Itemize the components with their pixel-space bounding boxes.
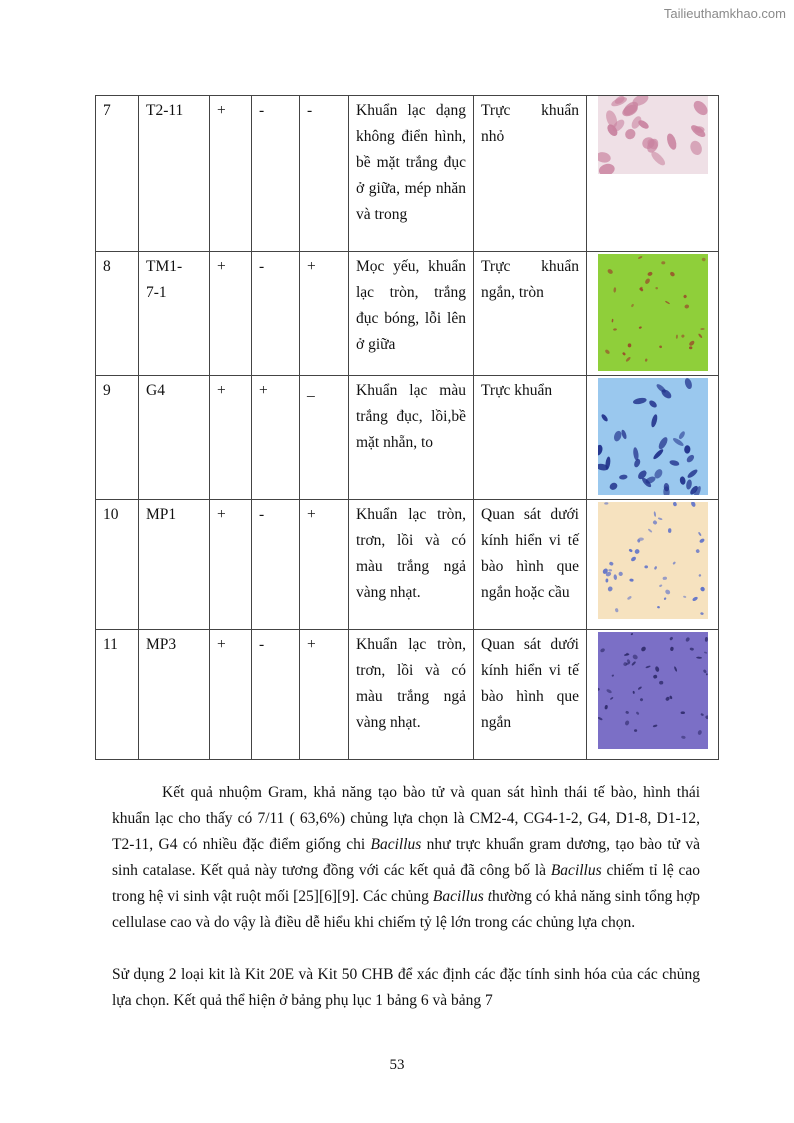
strain-code-line: TM1-: [146, 258, 183, 275]
microscopy-image: [598, 254, 708, 371]
test-result-3: +: [300, 630, 349, 760]
strain-code: [139, 252, 210, 376]
cell-morphology: Trực khuẩn: [474, 376, 587, 500]
colony-description: Mọc yếu, khuẩn lạc tròn, trắng đục bóng, lỗi lên ở giữa: [349, 252, 474, 376]
cell-morphology: Trực khuẩn ngắn, tròn: [474, 252, 587, 376]
test-result-1: +: [210, 96, 252, 252]
strain-code-line: 7-1: [146, 284, 167, 301]
table-row: [96, 500, 719, 630]
microscopy-cell: [587, 376, 719, 500]
row-number: 7: [96, 96, 139, 252]
test-result-3: +: [300, 252, 349, 376]
test-result-3: -: [300, 96, 349, 252]
page-number: 53: [389, 1057, 405, 1073]
test-result-3: _: [300, 376, 349, 500]
cell-morphology: Quan sát dưới kính hiển vi tế bào hình que ngắn hoặc cầu: [474, 500, 587, 630]
test-result-2: -: [252, 630, 300, 760]
microscopy-image: [598, 502, 708, 619]
microscopy-cell: [587, 96, 719, 252]
test-result-1: +: [210, 630, 252, 760]
row-number: 9: [96, 376, 139, 500]
microscopy-cell: [587, 630, 719, 760]
row-number: 8: [96, 252, 139, 376]
microscopy-cell: [587, 500, 719, 630]
colony-description: Khuẩn lạc tròn, trơn, lồi và có màu trắng ngả vàng nhạt.: [349, 500, 474, 630]
strain-code: [139, 376, 210, 500]
colony-description: Khuẩn lạc màu trắng đục, lồi,bề mặt nhẵn, to: [349, 376, 474, 500]
test-result-2: +: [252, 376, 300, 500]
strain-code-line: MP3: [146, 636, 177, 653]
paragraph-gram-results: Kết quả nhuộm Gram, khả năng tạo bào tử và quan sát hình thái tế bào, hình thái khuẩn lạc cho thấy có 7/11 ( 63,6%) chủng lựa chọn là CM2-4, CG4-1-2, G4, D1-8, D1-12, T2-11, G4 có nhiều đặc điểm giống chi Bacillus như trực khuẩn gram dương, tạo bào tử và sinh catalase. Kết quả này tương đồng với các kết quả đã công bố là Bacillus chiếm tỉ lệ cao trong hệ vi sinh vật ruột mối [25][6][9]. Các chủng Bacillus thường có khả năng sinh tổng hợp cellulase cao và do vậy là điều dễ hiểu khi chiếm tỷ lệ lớn trong các chủng lựa chọn.: [112, 784, 701, 931]
test-result-2: -: [252, 96, 300, 252]
microscopy-cell: [587, 252, 719, 376]
results-table: [95, 95, 719, 760]
table-row: [96, 376, 719, 500]
strain-code-line: T2-11: [146, 102, 184, 119]
watermark: Tailieuthamkhao.com: [663, 6, 786, 21]
microscopy-image: [598, 378, 708, 495]
cell-morphology: Quan sát dưới kính hiển vi tế bào hình que ngắn: [474, 630, 587, 760]
test-result-3: +: [300, 500, 349, 630]
microscopy-image: [598, 632, 708, 749]
table-row: [96, 96, 719, 252]
table-row: [96, 630, 719, 760]
colony-description: Khuẩn lạc dạng không điển hình, bề mặt trắng đục ở giữa, mép nhăn và trong: [349, 96, 474, 252]
row-number: 10: [96, 500, 139, 630]
test-result-1: +: [210, 376, 252, 500]
paragraph-kit-usage: Sử dụng 2 loại kit là Kit 20E và Kit 50 CHB để xác định các đặc tính sinh hóa của các chủng lựa chọn. Kết quả thể hiện ở bảng phụ lục 1 bảng 6 và bảng 7: [112, 966, 700, 1009]
strain-code-line: G4: [146, 382, 165, 399]
test-result-2: -: [252, 500, 300, 630]
cell-morphology: Trực khuẩn nhỏ: [474, 96, 587, 252]
table-row: [96, 252, 719, 376]
strain-code: [139, 96, 210, 252]
strain-code: [139, 630, 210, 760]
test-result-1: +: [210, 252, 252, 376]
test-result-2: -: [252, 252, 300, 376]
strain-code-line: MP1: [146, 506, 177, 523]
colony-description: Khuẩn lạc tròn, trơn, lồi và có màu trắng ngả vàng nhạt.: [349, 630, 474, 760]
microscopy-image: [598, 96, 708, 174]
strain-code: [139, 500, 210, 630]
test-result-1: +: [210, 500, 252, 630]
row-number: 11: [96, 630, 139, 760]
